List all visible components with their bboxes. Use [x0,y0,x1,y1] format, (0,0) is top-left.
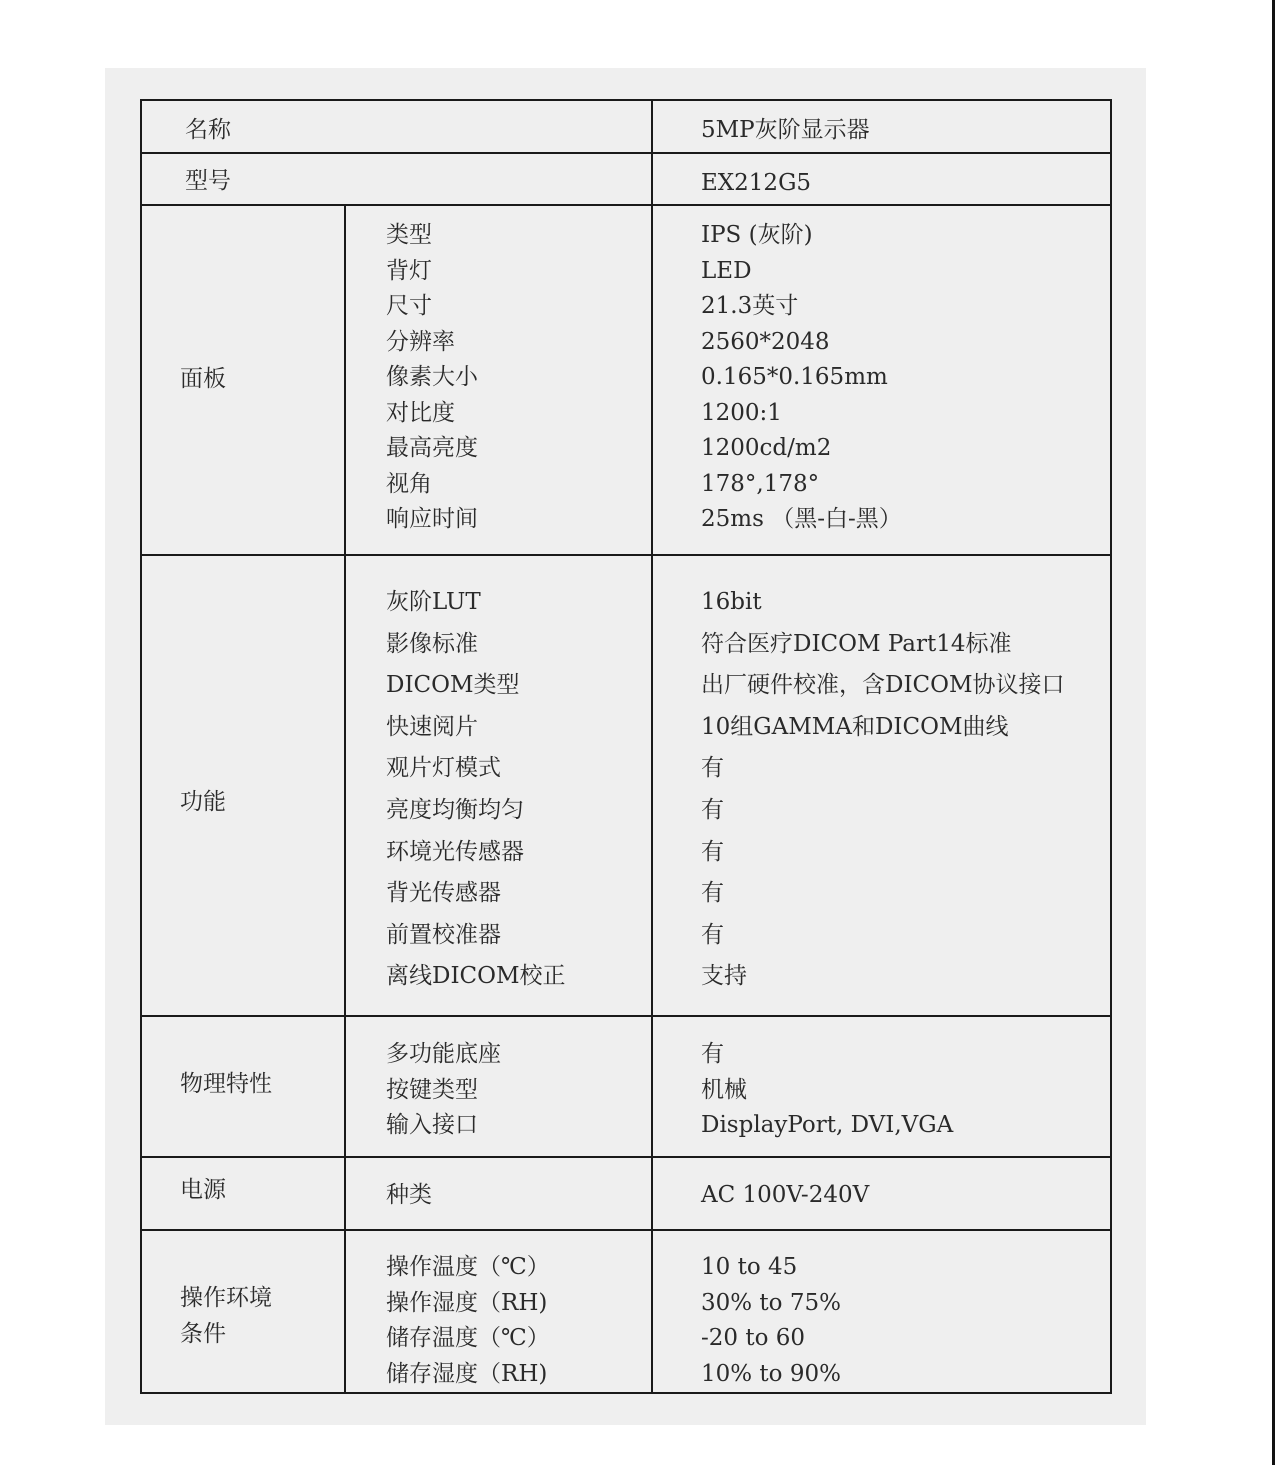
spec-value: 有 [701,1041,724,1067]
section-values [653,556,1110,1015]
section-values [653,206,1110,554]
section-category-cell [142,1231,346,1392]
section-category: 电源 [180,1177,226,1203]
section-labels [346,1231,653,1392]
spec-value: AC 100V-240V [701,1182,870,1208]
spec-label: 快速阅片 [386,713,478,740]
name-key: 名称 [185,117,231,143]
spec-label: 种类 [386,1182,432,1208]
spec-label: 背灯 [386,257,432,284]
section-labels [346,1017,653,1156]
spec-value: 16bit [701,589,762,615]
spec-value: 21.3英寸 [701,293,799,319]
spec-label: 灰阶LUT [386,589,481,615]
model-value: EX212G5 [701,170,812,196]
spec-value: 支持 [701,963,747,990]
spec-value: 有 [701,838,724,865]
section-category-cell [142,556,346,1015]
spec-value: -20 to 60 [701,1325,806,1351]
spec-value: 符合医疗DICOM Part14标准 [701,630,1012,657]
section-labels [346,206,653,554]
spec-label: 储存湿度（RH) [386,1360,548,1387]
spec-value: LED [701,257,752,284]
table-row-model [142,154,1110,206]
model-key-cell [142,154,653,204]
spec-label: 环境光传感器 [386,838,524,865]
spec-value: 有 [701,755,724,782]
section-labels [346,1158,653,1229]
spec-label: 类型 [386,222,432,248]
spec-label: DICOM类型 [386,672,520,699]
spec-label: 尺寸 [386,293,432,319]
model-value-cell [653,154,1110,204]
spec-value: 30% to 75% [701,1289,841,1316]
section-functions [142,556,1110,1017]
spec-table [140,99,1112,1394]
section-category-cell [142,206,346,554]
section-values [653,1158,1110,1229]
section-physical [142,1017,1110,1158]
spec-value: IPS (灰阶) [701,222,813,248]
spec-label: 按键类型 [386,1076,478,1103]
spec-value: 10 to 45 [701,1254,798,1280]
spec-value: 有 [701,921,724,948]
spec-label: 观片灯模式 [386,755,501,782]
spec-value: DisplayPort, DVI,VGA [701,1112,954,1138]
section-values [653,1231,1110,1392]
spec-value: 25ms （黑-白-黑） [701,506,902,532]
spec-value: 10组GAMMA和DICOM曲线 [701,713,1009,740]
spec-label: 多功能底座 [386,1041,501,1067]
spec-value: 0.165*0.165mm [701,364,888,390]
spec-label: 最高亮度 [386,435,478,461]
name-value: 5MP灰阶显示器 [701,117,870,143]
spec-value: 出厂硬件校准，含DICOM协议接口 [701,672,1065,699]
section-values [653,1017,1110,1156]
spec-label: 背光传感器 [386,880,501,907]
section-category: 面板 [180,366,226,392]
spec-value: 2560*2048 [701,328,830,355]
section-category: 功能 [180,789,226,815]
spec-value: 有 [701,797,724,823]
section-category-line-1: 操作环境 [180,1285,272,1311]
section-labels [346,556,653,1015]
spec-label: 分辨率 [386,328,455,355]
right-edge-rule [1272,0,1275,1465]
spec-value: 机械 [701,1076,747,1103]
section-environment [142,1231,1110,1392]
spec-label: 操作温度（℃） [386,1254,550,1280]
spec-value: 10% to 90% [701,1360,841,1387]
name-key-cell [142,101,653,152]
spec-label: 视角 [386,470,432,497]
name-value-cell [653,101,1110,152]
section-category-line-2: 条件 [180,1321,226,1347]
spec-value: 1200cd/m2 [701,435,832,461]
spec-label: 输入接口 [386,1112,478,1138]
table-row-name [142,101,1110,154]
spec-label: 离线DICOM校正 [386,963,566,990]
section-panel [142,206,1110,556]
spec-value: 有 [701,880,724,907]
spec-label: 像素大小 [386,364,478,390]
spec-value: 178°,178° [701,470,820,497]
spec-label: 前置校准器 [386,921,501,948]
section-category: 物理特性 [180,1071,272,1097]
spec-label: 对比度 [386,399,455,426]
spec-value: 1200:1 [701,399,782,426]
section-category-cell [142,1158,346,1229]
section-category-cell [142,1017,346,1156]
spec-label: 储存温度（℃） [386,1325,550,1351]
spec-label: 响应时间 [386,506,478,532]
model-key: 型号 [185,168,231,194]
spec-label: 影像标准 [386,630,478,657]
section-power [142,1158,1110,1231]
spec-label: 亮度均衡均匀 [386,797,524,823]
spec-label: 操作湿度（RH) [386,1289,548,1316]
